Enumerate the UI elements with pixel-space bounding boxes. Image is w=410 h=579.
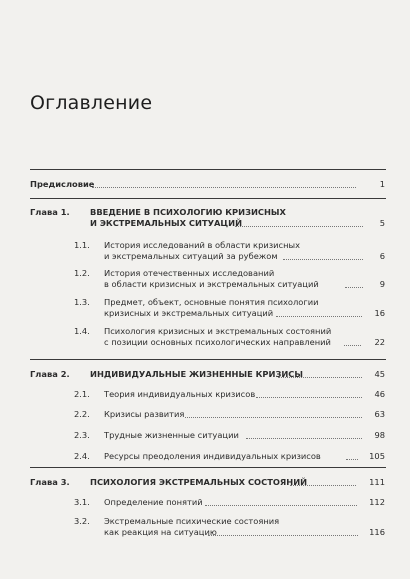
section-page: 9	[379, 279, 385, 289]
section-title: История отечественных исследований	[104, 268, 275, 278]
section-page: 16	[374, 308, 385, 318]
dot-leader	[185, 417, 362, 418]
section-title: Экстремальные психические состояния	[104, 516, 280, 526]
section-title: Кризисы развития	[104, 409, 185, 419]
section-number: 1.3.	[74, 297, 90, 307]
dot-leader	[92, 187, 356, 188]
section-title: в области кризисных и экстремальных ситуаций	[104, 279, 319, 289]
chapter-page: 5	[379, 218, 385, 228]
dot-leader	[208, 535, 358, 536]
section-number: 3.2.	[74, 516, 90, 526]
section-page: 105	[369, 451, 385, 461]
chapter-title: ИНДИВИДУАЛЬНЫЕ ЖИЗНЕННЫЕ КРИЗИСЫ	[90, 369, 303, 379]
section-page: 46	[374, 389, 385, 399]
section-page: 63	[374, 409, 385, 419]
divider	[30, 198, 386, 199]
section-title: Определение понятий	[104, 497, 203, 507]
section-title: Теория индивидуальных кризисов	[104, 389, 256, 399]
section-title: Психология кризисных и экстремальных состояний	[104, 326, 332, 336]
section-page: 6	[379, 251, 385, 261]
section-title: История исследований в области кризисных	[104, 240, 300, 250]
chapter-label: Глава 1.	[30, 207, 70, 217]
section-title: с позиции основных психологических направлений	[104, 337, 331, 347]
chapter-title: И ЭКСТРЕМАЛЬНЫХ СИТУАЦИЙ	[90, 218, 243, 228]
section-title: и экстремальных ситуаций за рубежом	[104, 251, 278, 261]
section-title: Предмет, объект, основные понятия психологии	[104, 297, 319, 307]
section-number: 2.2.	[74, 409, 90, 419]
preface-page: 1	[379, 179, 385, 189]
dot-leader	[235, 226, 363, 227]
divider	[30, 359, 386, 360]
section-title: как реакция на ситуацию	[104, 527, 217, 537]
dot-leader	[205, 505, 357, 506]
section-title: Трудные жизненные ситуации	[104, 430, 239, 440]
chapter-page: 111	[369, 477, 385, 487]
chapter-page: 45	[374, 369, 385, 379]
chapter-label: Глава 3.	[30, 477, 70, 487]
section-number: 1.2.	[74, 268, 90, 278]
preface-label: Предисловие	[30, 179, 95, 189]
section-page: 112	[369, 497, 385, 507]
section-page: 116	[369, 527, 385, 537]
section-number: 3.1.	[74, 497, 90, 507]
chapter-label: Глава 2.	[30, 369, 70, 379]
section-title: кризисных и экстремальных ситуаций	[104, 308, 274, 318]
page-title: Оглавление	[30, 92, 153, 114]
section-number: 1.1.	[74, 240, 90, 250]
section-page: 22	[374, 337, 385, 347]
section-number: 2.4.	[74, 451, 90, 461]
chapter-title: ПСИХОЛОГИЯ ЭКСТРЕМАЛЬНЫХ СОСТОЯНИЙ	[90, 477, 308, 487]
section-number: 2.1.	[74, 389, 90, 399]
divider	[30, 467, 386, 468]
section-page: 98	[374, 430, 385, 440]
chapter-title: ВВЕДЕНИЕ В ПСИХОЛОГИЮ КРИЗИСНЫХ	[90, 207, 286, 217]
divider	[30, 169, 386, 170]
section-number: 2.3.	[74, 430, 90, 440]
section-number: 1.4.	[74, 326, 90, 336]
section-title: Ресурсы преодоления индивидуальных кризисов	[104, 451, 321, 461]
